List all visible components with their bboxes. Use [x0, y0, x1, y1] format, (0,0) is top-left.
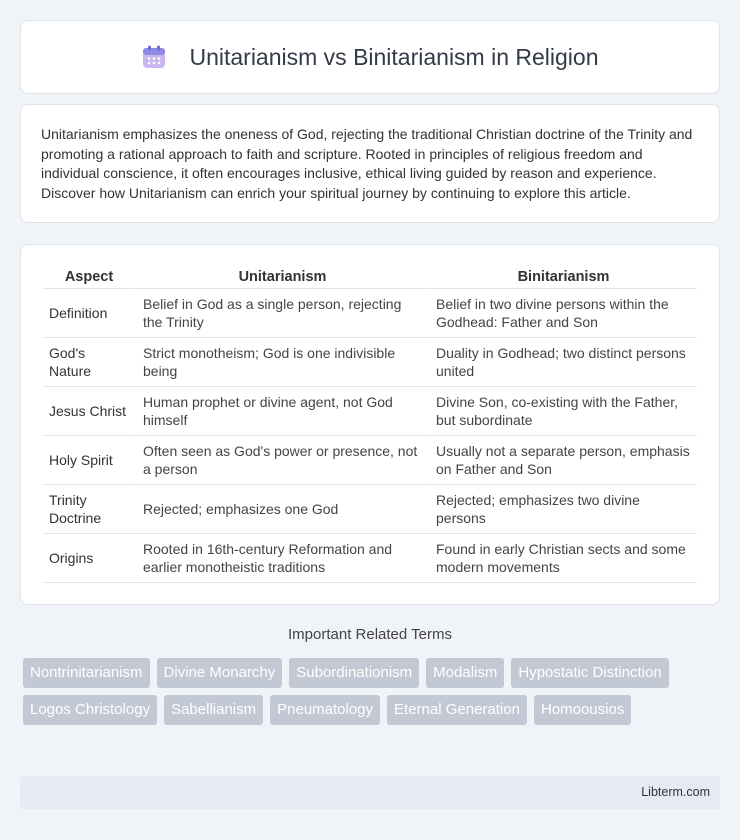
- related-term-tag[interactable]: Hypostatic Distinction: [511, 658, 668, 688]
- row-binitarianism: Duality in Godhead; two distinct persons united: [428, 338, 697, 387]
- related-term-tag[interactable]: Modalism: [426, 658, 504, 688]
- header-unitarianism: Unitarianism: [135, 265, 428, 289]
- related-term-tag[interactable]: Divine Monarchy: [157, 658, 283, 688]
- related-terms-title: Important Related Terms: [288, 626, 452, 643]
- row-unitarianism: Human prophet or divine agent, not God himself: [135, 387, 428, 436]
- related-term-tag[interactable]: Pneumatology: [270, 695, 380, 725]
- row-aspect: Definition: [43, 289, 135, 338]
- calendar-icon: [141, 44, 167, 70]
- comparison-table: [43, 265, 697, 583]
- related-term-tag[interactable]: Nontrinitarianism: [23, 658, 150, 688]
- footer-site-link[interactable]: Libterm.com: [641, 785, 710, 799]
- header-aspect: Aspect: [43, 265, 135, 289]
- related-term-tag[interactable]: Subordinationism: [289, 658, 419, 688]
- related-term-tag[interactable]: Logos Christology: [23, 695, 157, 725]
- row-aspect: God's Nature: [43, 338, 135, 387]
- header-card: [20, 20, 720, 94]
- related-term-tag[interactable]: Eternal Generation: [387, 695, 527, 725]
- row-binitarianism: Found in early Christian sects and some modern movements: [428, 534, 697, 583]
- table-row: [43, 485, 697, 534]
- footer: [20, 776, 720, 809]
- intro-text: Unitarianism emphasizes the oneness of God, rejecting the traditional Christian doctrine of the Trinity and promoting a rational approach to faith and scripture. Rooted in principles of religious freedom and individual conscience, it often encourages inclusive, ethical living guided by reason and experience. Discover how Unitarianism can enrich your spiritual journey by continuing to explore this article.: [41, 126, 693, 201]
- related-term-tag[interactable]: Sabellianism: [164, 695, 263, 725]
- table-row: [43, 387, 697, 436]
- row-binitarianism: Rejected; emphasizes two divine persons: [428, 485, 697, 534]
- header-binitarianism: Binitarianism: [428, 265, 697, 289]
- row-aspect: Origins: [43, 534, 135, 583]
- row-unitarianism: Strict monotheism; God is one indivisible being: [135, 338, 428, 387]
- comparison-table-card: [20, 244, 720, 605]
- row-binitarianism: Usually not a separate person, emphasis on Father and Son: [428, 436, 697, 485]
- table-row: [43, 436, 697, 485]
- row-binitarianism: Belief in two divine persons within the Godhead: Father and Son: [428, 289, 697, 338]
- page-title: Unitarianism vs Binitarianism in Religion: [189, 43, 599, 70]
- table-row: [43, 534, 697, 583]
- table-header-row: [43, 265, 697, 289]
- related-terms-list: [23, 658, 723, 725]
- row-aspect: Trinity Doctrine: [43, 485, 135, 534]
- row-aspect: Holy Spirit: [43, 436, 135, 485]
- table-row: [43, 338, 697, 387]
- row-unitarianism: Rejected; emphasizes one God: [135, 485, 428, 534]
- intro-card: [20, 104, 720, 223]
- row-unitarianism: Often seen as God's power or presence, not a person: [135, 436, 428, 485]
- related-term-tag[interactable]: Homoousios: [534, 695, 631, 725]
- row-unitarianism: Rooted in 16th-century Reformation and earlier monotheistic traditions: [135, 534, 428, 583]
- row-unitarianism: Belief in God as a single person, rejecting the Trinity: [135, 289, 428, 338]
- row-aspect: Jesus Christ: [43, 387, 135, 436]
- table-row: [43, 289, 697, 338]
- row-binitarianism: Divine Son, co-existing with the Father, but subordinate: [428, 387, 697, 436]
